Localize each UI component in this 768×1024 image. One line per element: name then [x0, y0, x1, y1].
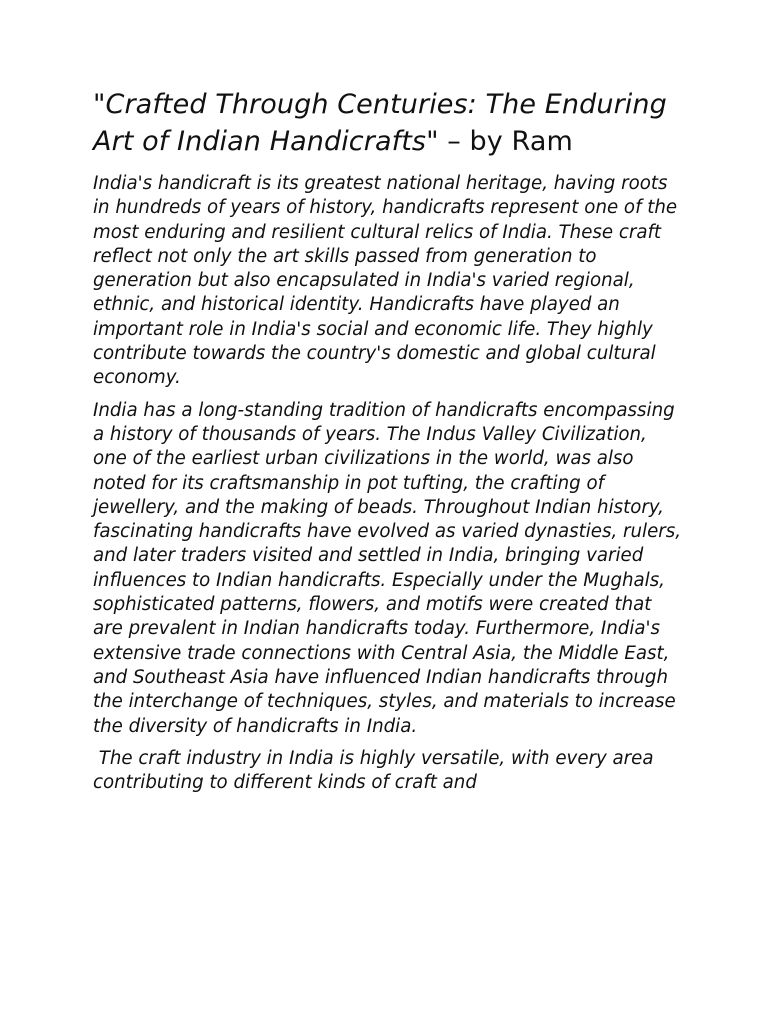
paragraph-craft-industry: The craft industry in India is highly versatile, with every area contributing to different kinds of craft and	[93, 747, 660, 794]
title-author: " – by Ram	[426, 126, 573, 157]
title-open-quote: "	[93, 89, 106, 120]
document-title	[93, 86, 693, 160]
title-main: Crafted Through Centuries: The Enduring Art of Indian Handicrafts	[93, 89, 667, 157]
paragraph-intro: India's handicraft is its greatest national heritage, having roots in hundreds of years of history, handicrafts represent one of the most enduring and resilient cultural relics of India. These craft reflect not only the art skills passed from generation to generation but also encapsulated in India's varied regional, ethnic, and historical identity. Handicrafts have played an important role in India's social and economic life. They highly contribute towards the country's domestic and global cultural economy.	[93, 173, 678, 389]
paragraph-history: India has a long-standing tradition of handicrafts encompassing a history of thousands of years. The Indus Valley Civilization, one of the earliest urban civilizations in the world, was also noted for its craftsmanship in pot tufting, the crafting of jewellery, and the making of beads. Throughout Indian history, fascinating handicrafts have evolved as varied dynasties, rulers, and later traders visited and settled in India, bringing varied influences to Indian handicrafts. Especially under the Mughals, sophisticated patterns, flowers, and motifs were created that are prevalent in Indian handicrafts today. Furthermore, India's extensive trade connections with Central Asia, the Middle East, and Southeast Asia have influenced Indian handicrafts through the interchange of techniques, styles, and materials to increase the diversity of handicrafts in India.	[93, 399, 682, 737]
